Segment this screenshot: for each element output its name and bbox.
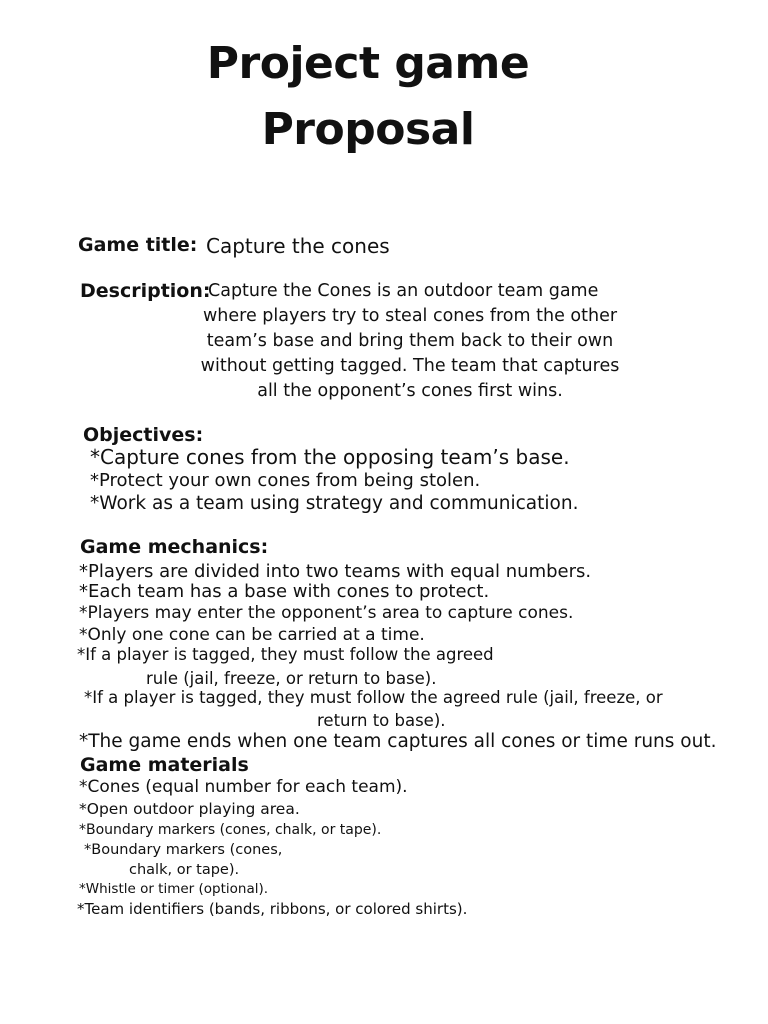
- materials-item: *Whistle or timer (optional).: [79, 881, 269, 897]
- materials-item: *Open outdoor playing area.: [79, 800, 300, 818]
- game-title-value: Capture the cones: [206, 234, 390, 258]
- objective-item: *Work as a team using strategy and communication.: [90, 493, 579, 514]
- materials-heading: Game materials: [80, 754, 249, 776]
- mechanics-item: rule (jail, freeze, or return to base).: [146, 669, 437, 688]
- materials-item: *Team identifiers (bands, ribbons, or colored shirts).: [77, 900, 468, 918]
- mechanics-item: *Each team has a base with cones to protect.: [79, 581, 490, 602]
- mechanics-item: *The game ends when one team captures all cones or time runs out.: [79, 731, 717, 752]
- mechanics-item: *Players may enter the opponent’s area to capture cones.: [79, 603, 574, 623]
- mechanics-item: *If a player is tagged, they must follow the agreed: [77, 645, 494, 664]
- mechanics-item: return to base).: [317, 711, 446, 730]
- materials-item: *Boundary markers (cones,: [84, 842, 283, 858]
- mechanics-item: *Only one cone can be carried at a time.: [79, 625, 425, 645]
- document-title-line-1: Project game: [206, 38, 530, 89]
- materials-item: chalk, or tape).: [129, 862, 240, 878]
- description-line: Capture the Cones is an outdoor team game: [208, 281, 599, 301]
- description-line: without getting tagged. The team that captures: [200, 356, 620, 376]
- description-line: team’s base and bring them back to their own: [206, 331, 614, 351]
- materials-item: *Cones (equal number for each team).: [79, 777, 408, 797]
- description-label: Description:: [80, 280, 211, 302]
- objective-item: *Capture cones from the opposing team’s base.: [90, 445, 570, 469]
- mechanics-item: *Players are divided into two teams with equal numbers.: [79, 561, 592, 582]
- game-title-label: Game title:: [78, 234, 198, 256]
- mechanics-item: *If a player is tagged, they must follow the agreed rule (jail, freeze, or: [84, 688, 663, 707]
- description-line: where players try to steal cones from the other: [202, 306, 618, 326]
- description-line: all the opponent’s cones first wins.: [257, 381, 563, 401]
- document-title-line-2: Proposal: [261, 104, 475, 155]
- materials-item: *Boundary markers (cones, chalk, or tape).: [79, 822, 382, 838]
- objectives-heading: Objectives:: [83, 424, 204, 446]
- objective-item: *Protect your own cones from being stolen.: [90, 470, 481, 491]
- mechanics-heading: Game mechanics:: [80, 536, 269, 558]
